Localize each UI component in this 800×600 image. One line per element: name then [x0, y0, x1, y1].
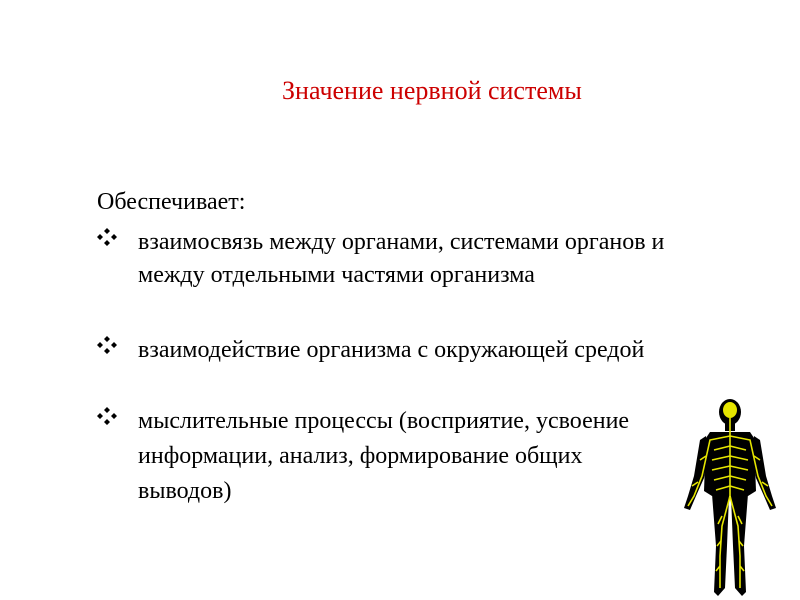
bullet-text-line: взаимосвязь между органами, системами органов и: [138, 229, 665, 255]
bullet-text-line: взаимодействие организма с окружающей средой: [138, 337, 645, 363]
diamond-bullet-icon: [96, 406, 118, 426]
diamond-bullet-icon: [96, 227, 118, 247]
bullet-text-line: мыслительные процессы (восприятие, усвоение: [138, 408, 630, 434]
nervous-system-figure-icon: [680, 396, 780, 600]
slide-title: Значение нервной системы: [282, 76, 582, 105]
intro-text: Обеспечивает:: [97, 189, 246, 215]
bullet-text-line: информации, анализ, формирование общих: [138, 443, 583, 469]
diamond-bullet-icon: [96, 335, 118, 355]
bullet-text-line: выводов): [138, 478, 232, 504]
bullet-text-line: между отдельными частями организма: [138, 262, 535, 288]
